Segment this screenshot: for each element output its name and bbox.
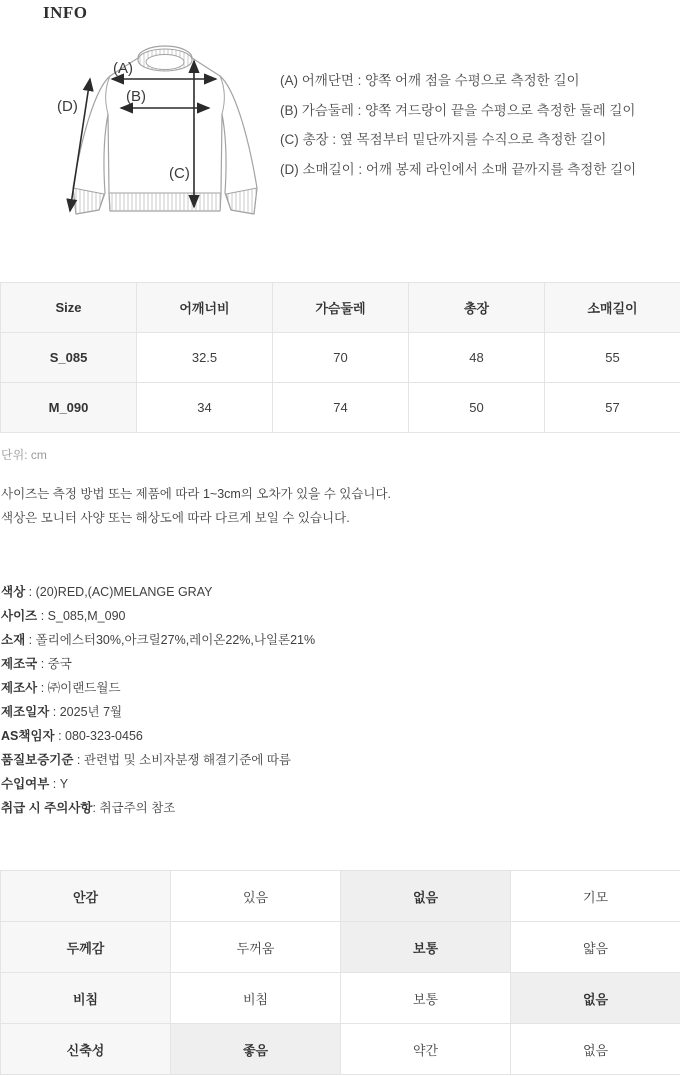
size-name-cell: S_085 xyxy=(1,333,137,383)
size-table-row xyxy=(1,333,680,383)
attr-row-sheerness xyxy=(1,973,680,1024)
measure-value-cell: 70 xyxy=(273,333,409,383)
measurement-descriptions xyxy=(280,66,636,184)
measurement-description-line: (B) 가슴둘레 : 양쪽 겨드랑이 끝을 수평으로 측정한 둘레 길이 xyxy=(280,102,636,118)
measure-value-cell: 74 xyxy=(273,383,409,433)
sweater-measurement-diagram xyxy=(50,45,280,235)
measurement-description-line: (A) 어깨단면 : 양쪽 어깨 점을 수평으로 측정한 길이 xyxy=(280,73,580,88)
attr-option-cell-selected: 좋음 xyxy=(171,1024,341,1075)
detail-line-material: 소재 : 폴리에스터30%,아크릴27%,레이온22%,나일론21% xyxy=(1,633,316,647)
attr-option-cell-selected: 보통 xyxy=(341,922,511,973)
attr-option-cell-selected: 없음 xyxy=(511,973,680,1024)
label-b: (B) xyxy=(126,88,146,105)
detail-line-as-contact: AS책임자 : 080-323-0456 xyxy=(1,729,143,743)
attr-option-cell: 약간 xyxy=(341,1024,511,1075)
size-table xyxy=(0,282,680,433)
detail-line-origin: 제조국 : 중국 xyxy=(1,657,72,671)
attr-row-thickness xyxy=(1,922,680,973)
attr-option-cell-selected: 없음 xyxy=(341,871,511,922)
disclaimer-line: 색상은 모니터 사양 또는 해상도에 따라 다르게 보일 수 있습니다. xyxy=(1,511,350,525)
attr-option-cell: 두꺼움 xyxy=(171,922,341,973)
unit-note: 단위: cm xyxy=(1,448,47,462)
size-table-header: 총장 xyxy=(409,283,545,333)
detail-line-color: 색상 : (20)RED,(AC)MELANGE GRAY xyxy=(1,585,213,599)
attr-label-cell: 두께감 xyxy=(1,922,171,973)
size-table-header: 소매길이 xyxy=(545,283,680,333)
measure-value-cell: 34 xyxy=(137,383,273,433)
attr-row-stretch xyxy=(1,1024,680,1075)
attr-option-cell: 비침 xyxy=(171,973,341,1024)
size-table-header: 어깨너비 xyxy=(137,283,273,333)
attr-option-cell: 보통 xyxy=(341,973,511,1024)
size-table-header: Size xyxy=(1,283,137,333)
detail-line-care: 취급 시 주의사항: 취급주의 참조 xyxy=(1,801,176,815)
size-table-row xyxy=(1,383,680,433)
detail-line-imported: 수입여부 : Y xyxy=(1,777,69,791)
attr-option-cell: 얇음 xyxy=(511,922,680,973)
detail-line-size: 사이즈 : S_085,M_090 xyxy=(1,609,126,623)
fabric-attributes-table xyxy=(0,870,680,1075)
attr-option-cell: 있음 xyxy=(171,871,341,922)
page-title: INFO xyxy=(43,3,88,22)
detail-line-mfg-date: 제조일자 : 2025년 7월 xyxy=(1,705,123,719)
label-d: (D) xyxy=(57,98,78,115)
label-a: (A) xyxy=(113,60,133,77)
size-table-header: 가슴둘레 xyxy=(273,283,409,333)
measure-value-cell: 50 xyxy=(409,383,545,433)
measure-value-cell: 32.5 xyxy=(137,333,273,383)
size-table-header-row xyxy=(1,283,680,333)
disclaimer-notes xyxy=(1,482,391,530)
label-c: (C) xyxy=(169,165,190,182)
attr-label-cell: 안감 xyxy=(1,871,171,922)
size-name-cell: M_090 xyxy=(1,383,137,433)
attr-row-lining xyxy=(1,871,680,922)
measure-value-cell: 57 xyxy=(545,383,680,433)
attr-label-cell: 신축성 xyxy=(1,1024,171,1075)
attr-option-cell: 없음 xyxy=(511,1024,680,1075)
sweater-outline-drawing xyxy=(73,46,257,214)
detail-line-manufacturer: 제조사 : ㈜이랜드월드 xyxy=(1,681,121,695)
product-details-list xyxy=(1,580,315,820)
measure-value-cell: 55 xyxy=(545,333,680,383)
detail-line-warranty: 품질보증기준 : 관련법 및 소비자분쟁 해결기준에 따름 xyxy=(1,753,291,767)
attr-label-cell: 비침 xyxy=(1,973,171,1024)
attr-option-cell: 기모 xyxy=(511,871,680,922)
measurement-description-line: (C) 총장 : 옆 목점부터 밑단까지를 수직으로 측정한 길이 xyxy=(280,132,607,147)
measure-value-cell: 48 xyxy=(409,333,545,383)
disclaimer-line: 사이즈는 측정 방법 또는 제품에 따라 1~3cm의 오차가 있을 수 있습니다. xyxy=(1,487,392,501)
measurement-description-line: (D) 소매길이 : 어깨 봉제 라인에서 소매 끝까지를 측정한 길이 xyxy=(280,161,637,177)
